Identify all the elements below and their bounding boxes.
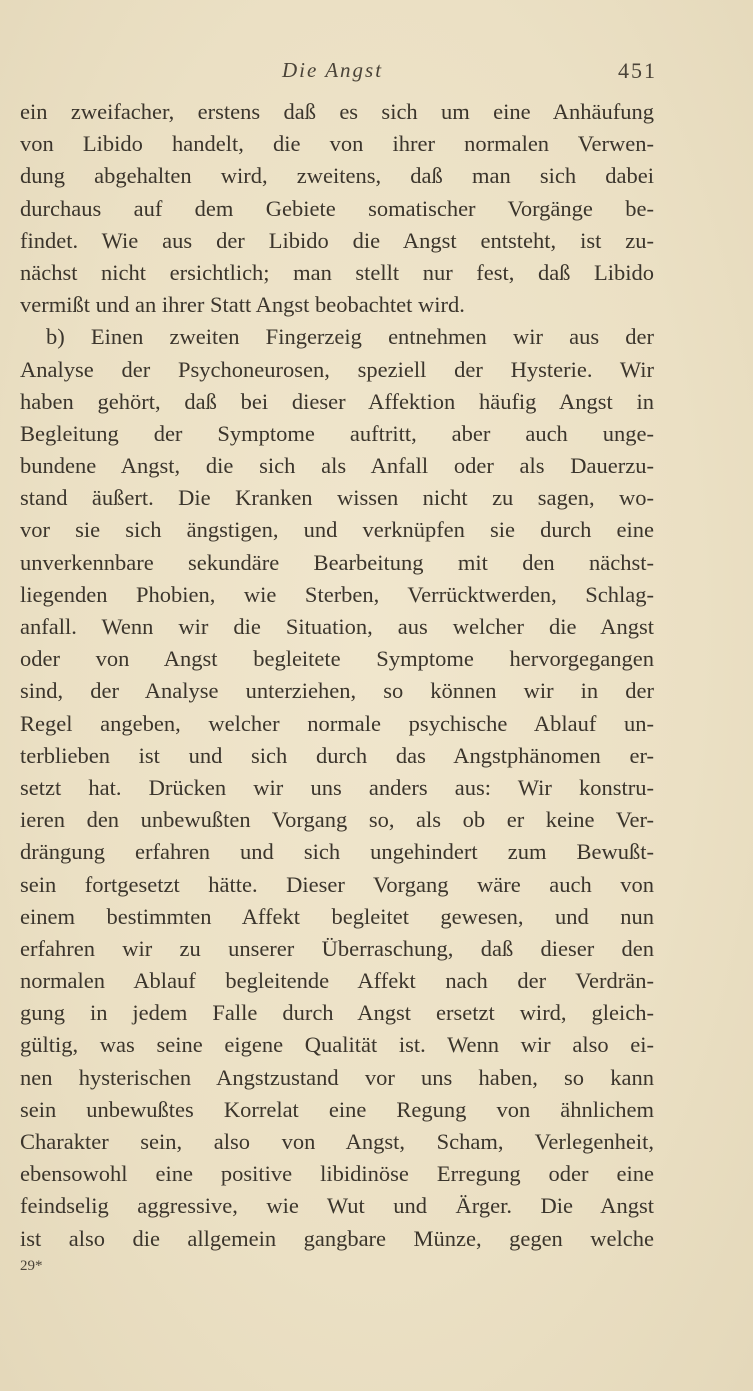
- page-header: [0, 58, 753, 90]
- text-line: normalen Ablauf begleitende Affekt nach der Verdrän-: [20, 968, 654, 994]
- text-line: unverkennbare sekundäre Bearbeitung mit den nächst-: [20, 549, 654, 575]
- text-line: sein fortgesetzt hätte. Dieser Vorgang wäre auch von: [20, 871, 654, 897]
- text-line: ebensowohl eine positive libidinöse Erregung oder eine: [20, 1161, 654, 1187]
- text-line: ieren den unbewußten Vorgang so, als ob er keine Ver-: [20, 807, 654, 833]
- text-line: Begleitung der Symptome auftritt, aber auch unge-: [20, 420, 654, 446]
- text-line: Regel angeben, welcher normale psychische Ablauf un-: [20, 710, 654, 736]
- text-line: bundene Angst, die sich als Anfall oder als Dauerzu-: [20, 453, 654, 479]
- text-line: haben gehört, daß bei dieser Affektion häufig Angst in: [20, 388, 654, 414]
- text-line: oder von Angst begleitete Symptome hervorgegangen: [20, 646, 654, 672]
- text-line: vor sie sich ängstigen, und verknüpfen sie durch eine: [20, 517, 654, 543]
- text-line: ist also die allgemein gangbare Münze, gegen welche: [20, 1225, 654, 1251]
- text-line: vermißt und an ihrer Statt Angst beobachtet wird.: [20, 292, 465, 318]
- text-line: b) Einen zweiten Fingerzeig entnehmen wir aus der: [46, 324, 654, 350]
- running-title: Die Angst: [282, 58, 384, 82]
- text-line: sind, der Analyse unterziehen, so können wir in der: [20, 678, 654, 704]
- text-line: setzt hat. Drücken wir uns anders aus: Wir konstru-: [20, 774, 654, 800]
- text-line: feindselig aggressive, wie Wut und Ärger. Die Angst: [20, 1193, 654, 1219]
- text-line: dung abgehalten wird, zweitens, daß man sich dabei: [20, 163, 654, 189]
- text-line: gung in jedem Falle durch Angst ersetzt wird, gleich-: [20, 1000, 654, 1026]
- signature-mark: 29*: [20, 1258, 43, 1274]
- text-line: terblieben ist und sich durch das Angstphänomen er-: [20, 742, 654, 768]
- text-line: nen hysterischen Angstzustand vor uns haben, so kann: [20, 1064, 654, 1090]
- text-line: einem bestimmten Affekt begleitet gewesen, und nun: [20, 903, 654, 929]
- text-line: liegenden Phobien, wie Sterben, Verrücktwerden, Schlag-: [20, 581, 654, 607]
- text-line: Analyse der Psychoneurosen, speziell der Hysterie. Wir: [20, 356, 654, 382]
- body-text: [20, 96, 654, 1255]
- text-line: stand äußert. Die Kranken wissen nicht zu sagen, wo-: [20, 485, 654, 511]
- text-line: erfahren wir zu unserer Überraschung, daß dieser den: [20, 935, 654, 961]
- text-line: gültig, was seine eigene Qualität ist. Wenn wir also ei-: [20, 1032, 654, 1058]
- page-number: 451: [618, 58, 657, 83]
- text-line: findet. Wie aus der Libido die Angst entsteht, ist zu-: [20, 227, 654, 253]
- text-line: anfall. Wenn wir die Situation, aus welcher die Angst: [20, 614, 654, 639]
- text-line: von Libido handelt, die von ihrer normalen Verwen-: [20, 131, 654, 157]
- text-line: durchaus auf dem Gebiete somatischer Vorgänge be-: [20, 195, 654, 221]
- text-line: drängung erfahren und sich ungehindert zum Bewußt-: [20, 839, 654, 865]
- text-line: ein zweifacher, erstens daß es sich um eine Anhäufung: [20, 99, 654, 124]
- text-line: Charakter sein, also von Angst, Scham, Verlegenheit,: [20, 1129, 654, 1154]
- text-line: nächst nicht ersichtlich; man stellt nur fest, daß Libido: [20, 259, 654, 285]
- text-line: sein unbewußtes Korrelat eine Regung von ähnlichem: [20, 1096, 654, 1122]
